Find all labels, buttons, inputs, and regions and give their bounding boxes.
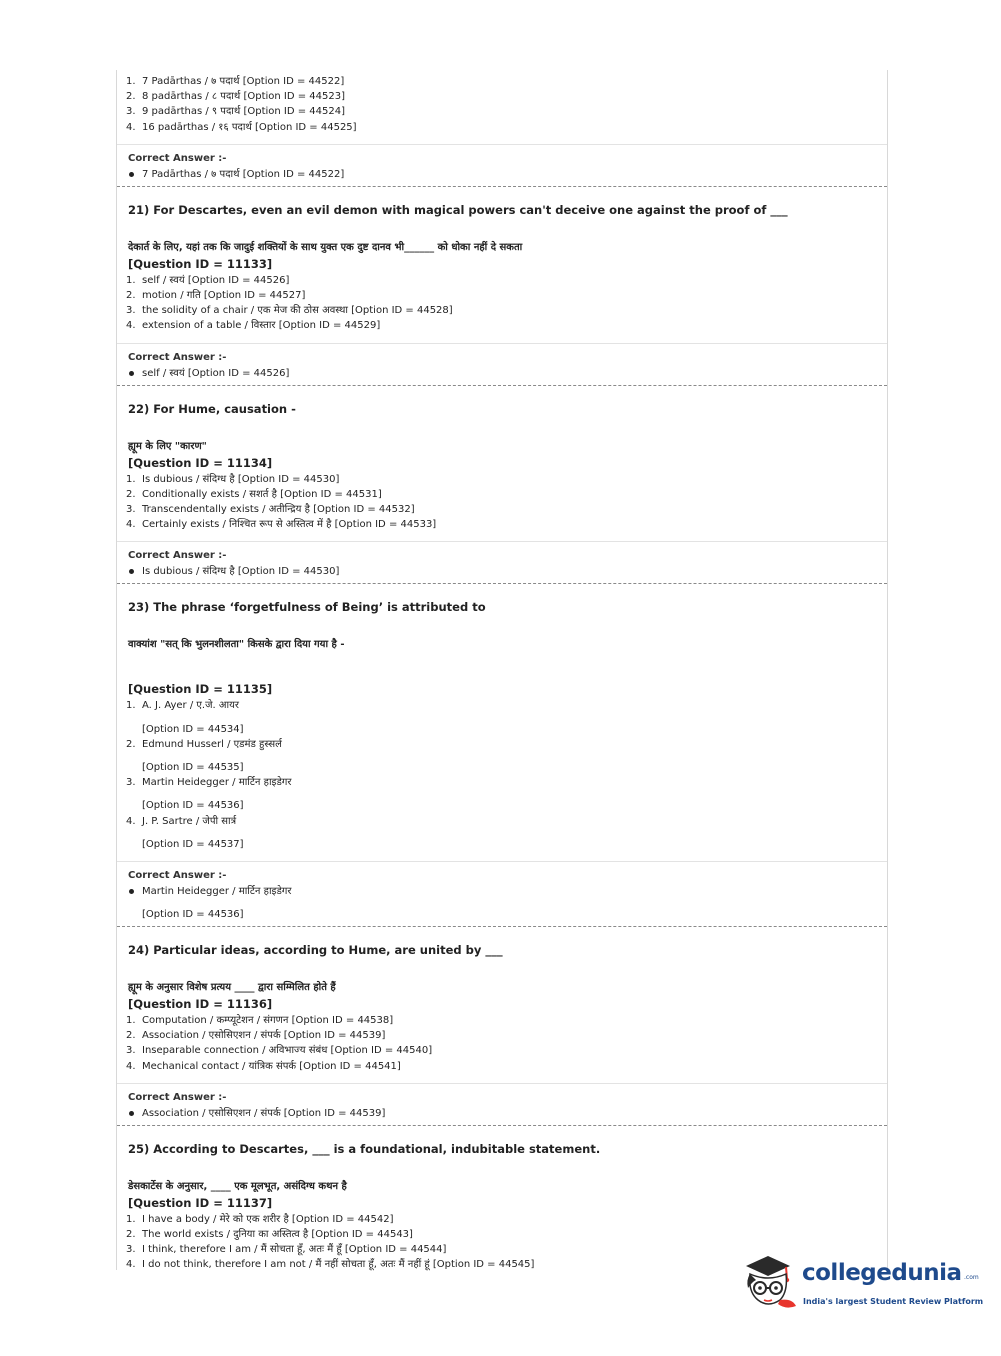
q23-option-2: 2. Edmund Husserl / एडमंड हुस्सर्ल [Option ID = 44535] <box>126 738 282 774</box>
q20-option-4: 4. 16 padārthas / १६ पदार्थ [Option ID = 44525] <box>126 121 357 133</box>
q24-option-1: 1. Computation / कम्प्यूटेशन / संगणन [Option ID = 44538] <box>126 1015 394 1027</box>
q22-correct-answer: Correct Answer :- Is dubious / संदिग्ध है [Option ID = 44530] <box>117 541 887 584</box>
q23-option-4: 4. J. P. Sartre / जेपी सार्त्र [Option ID = 44537] <box>126 815 244 850</box>
q23-option-1: 1. A. J. Ayer / ए.जे. आयर [Option ID = 44534] <box>126 700 244 735</box>
logo-domain: .com <box>964 1274 979 1281</box>
q21-options <box>117 273 887 334</box>
q23-options <box>117 698 887 852</box>
q21-option-4: 4. extension of a table / विस्तार [Option ID = 44529] <box>126 320 381 332</box>
q20-option-1: 1. 7 Padārthas / ७ पदार्थ [Option ID = 44522] <box>126 76 345 87</box>
q24-option-3: 3. Inseparable connection / अविभाज्य संबंध [Option ID = 44540] <box>126 1045 433 1057</box>
question-title: 23) The phrase ‘forgetfulness of Being’ is attributed to <box>128 600 486 615</box>
question-hindi: डेसकार्टेस के अनुसार, ____ एक मूलभूत, असंदिग्ध कथन है <box>128 1180 347 1192</box>
bullet-icon <box>129 172 134 177</box>
collegedunia-logo <box>742 1252 984 1322</box>
question-title: 21) For Descartes, even an evil demon with magical powers can't deceive one against the proof of ___ <box>128 202 788 217</box>
question-hindi: ह्यूम के लिए "कारण" <box>128 440 207 452</box>
question-21 <box>117 203 887 334</box>
q25-option-2: 2. The world exists / दुनिया का अस्तित्व है [Option ID = 44543] <box>126 1229 413 1241</box>
q23-option-3: 3. Martin Heidegger / मार्टिन हाइडेगर [Option ID = 44536] <box>126 777 292 812</box>
question-22 <box>117 402 887 533</box>
q24-option-2: 2. Association / एसोसिएशन / संपर्क [Option ID = 44539] <box>126 1030 386 1042</box>
q20-option-2: 2. 8 padārthas / ८ पदार्थ [Option ID = 44523] <box>126 91 346 103</box>
q24-options <box>117 1013 887 1074</box>
question-23 <box>117 600 887 852</box>
question-id: [Question ID = 11137] <box>128 1195 273 1210</box>
q23-answer-value: Martin Heidegger / मार्टिन हाइडेगर [Option ID = 44536] <box>128 884 887 922</box>
question-hindi: ह्यूम के अनुसार विशेष प्रत्यय ____ द्वारा सम्मिलित होते हैं <box>128 982 336 994</box>
q22-option-2: 2. Conditionally exists / सशर्त है [Option ID = 44531] <box>126 488 382 500</box>
q21-option-2: 2. motion / गति [Option ID = 44527] <box>126 290 306 302</box>
question-id: [Question ID = 11134] <box>128 455 273 470</box>
question-title: 22) For Hume, causation - <box>128 401 296 416</box>
q25-option-4: 4. I do not think, therefore I am not / मैं नहीं सोचता हूँ, अतः मैं नहीं हूं [Option ID = 44545] <box>126 1259 535 1271</box>
q20-option-3: 3. 9 padārthas / ९ पदार्थ [Option ID = 44524] <box>126 106 346 118</box>
question-hindi: देकार्त के लिए, यहां तक कि जादुई शक्तियों के साथ युक्त एक दुष्ट दानव भी______ को धोका नहीं दे सकता <box>128 241 523 253</box>
bullet-icon <box>129 1111 134 1116</box>
q24-option-4: 4. Mechanical contact / यांत्रिक संपर्क [Option ID = 44541] <box>126 1060 401 1072</box>
q20-answer-value: 7 Padārthas / ७ पदार्थ [Option ID = 44522] <box>128 167 887 182</box>
q24-correct-answer: Correct Answer :- Association / एसोसिएशन / संपर्क [Option ID = 44539] <box>117 1083 887 1126</box>
question-hindi: वाक्यांश "सत् कि भुलनशीलता" किसके द्वारा दिया गया है - <box>128 639 345 651</box>
q21-correct-answer: Correct Answer :- self / स्वयं [Option ID = 44526] <box>117 343 887 386</box>
question-24 <box>117 943 887 1074</box>
bullet-icon <box>129 371 134 376</box>
bullet-icon <box>129 889 134 894</box>
q21-option-3: 3. the solidity of a chair / एक मेज की ठोस अवस्था [Option ID = 44528] <box>126 305 453 317</box>
q24-answer-value: Association / एसोसिएशन / संपर्क [Option ID = 44539] <box>128 1106 887 1121</box>
q22-options <box>117 472 887 533</box>
question-id: [Question ID = 11135] <box>128 682 273 697</box>
q22-option-1: 1. Is dubious / संदिग्ध है [Option ID = 44530] <box>126 473 340 485</box>
q21-option-1: 1. self / स्वयं [Option ID = 44526] <box>126 274 290 286</box>
q25-option-1: 1. I have a body / मेरे को एक शरीर है [Option ID = 44542] <box>126 1213 394 1225</box>
logo-wordmark: collegedunia <box>802 1260 962 1286</box>
bullet-icon <box>129 569 134 574</box>
question-title: 25) According to Descartes, ___ is a foundational, indubitable statement. <box>128 1141 601 1156</box>
mascot-icon <box>742 1252 802 1314</box>
q22-option-3: 3. Transcendentally exists / अतीन्द्रिय है [Option ID = 44532] <box>126 504 415 516</box>
question-paper-page <box>116 70 888 1270</box>
logo-tagline: India's largest Student Review Platform <box>803 1297 984 1306</box>
q22-answer-value: Is dubious / संदिग्ध है [Option ID = 44530] <box>128 564 887 579</box>
q22-option-4: 4. Certainly exists / निश्चित रूप से अस्तित्व में है [Option ID = 44533] <box>126 519 437 531</box>
question-id: [Question ID = 11136] <box>128 997 273 1012</box>
q20-correct-answer: Correct Answer :- 7 Padārthas / ७ पदार्थ [Option ID = 44522] <box>117 144 887 187</box>
question-title: 24) Particular ideas, according to Hume, are united by ___ <box>128 943 503 958</box>
question-id: [Question ID = 11133] <box>128 256 273 271</box>
q23-correct-answer: Correct Answer :- Martin Heidegger / मार्टिन हाइडेगर [Option ID = 44536] <box>117 861 887 927</box>
q20-options <box>117 74 887 135</box>
q25-option-3: 3. I think, therefore I am / मैं सोचता हूँ, अतः मैं हूँ [Option ID = 44544] <box>126 1244 447 1256</box>
q21-answer-value: self / स्वयं [Option ID = 44526] <box>128 366 887 381</box>
